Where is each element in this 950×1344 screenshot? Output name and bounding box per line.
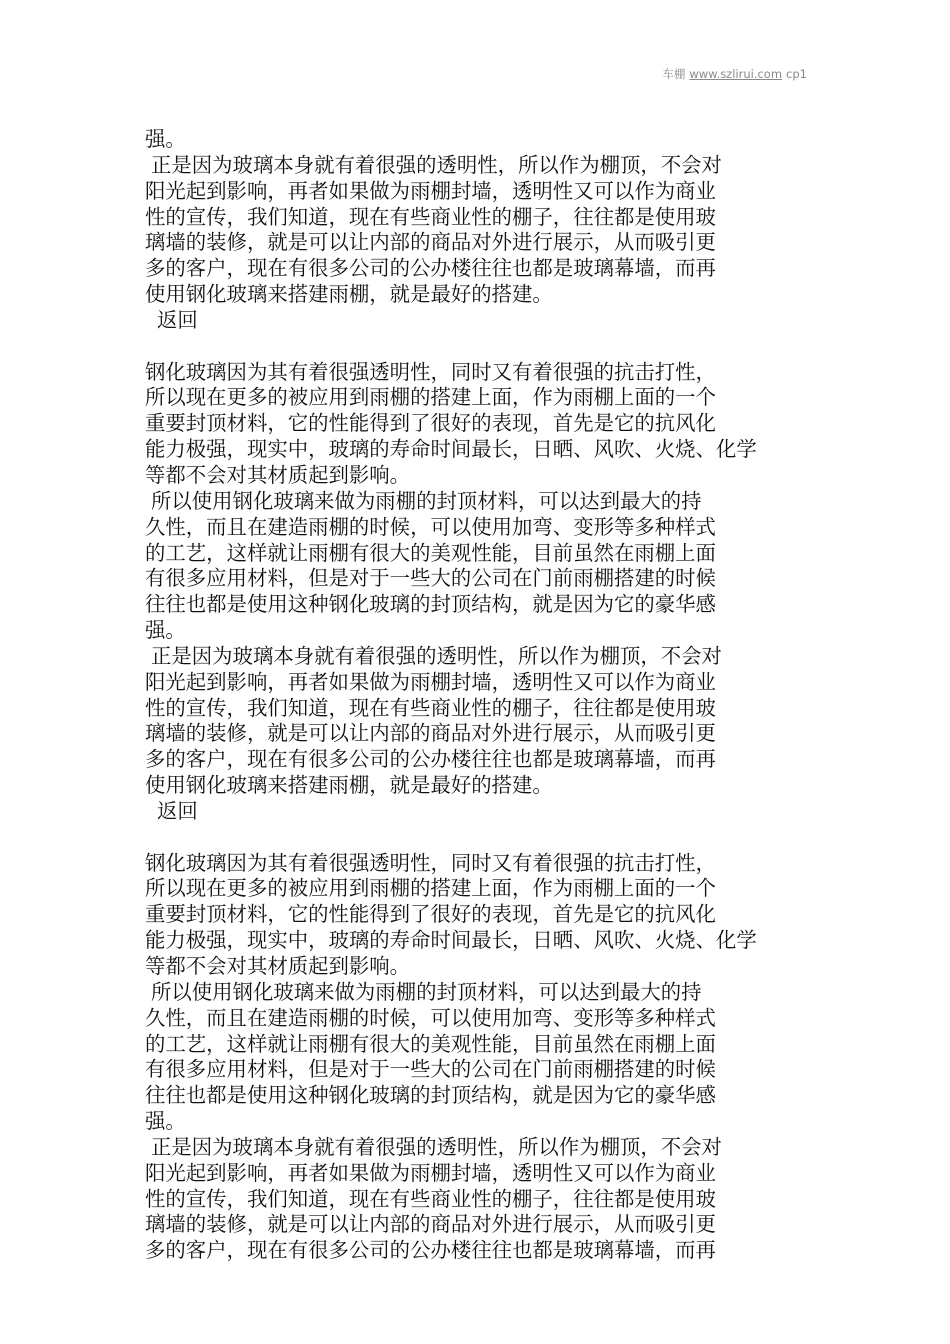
back-link[interactable]: 返回 — [157, 307, 198, 332]
text-line: 阳光起到影响，再者如果做为雨棚封墙，透明性又可以作为商业 — [145, 669, 716, 694]
text-line: 重要封顶材料，它的性能得到了很好的表现，首先是它的抗风化 — [145, 902, 716, 927]
header-prefix: 车棚 — [662, 67, 686, 81]
text-line: 璃墙的装修，就是可以让内部的商品对外进行展示，从而吸引更 — [145, 721, 716, 746]
text-line: 钢化玻璃因为其有着很强透明性，同时又有着很强的抗击打性， — [145, 359, 716, 384]
text-line: 阳光起到影响，再者如果做为雨棚封墙，透明性又可以作为商业 — [145, 178, 716, 203]
text-line: 正是因为玻璃本身就有着很强的透明性，所以作为棚顶，不会对 — [151, 643, 722, 668]
text-line: 重要封顶材料，它的性能得到了很好的表现，首先是它的抗风化 — [145, 411, 716, 436]
text-line: 多的客户，现在有很多公司的公办楼往往也都是玻璃幕墙，而再 — [145, 747, 716, 772]
text-line: 多的客户，现在有很多公司的公办楼往往也都是玻璃幕墙，而再 — [145, 256, 716, 281]
text-line: 往往也都是使用这种钢化玻璃的封顶结构，就是因为它的豪华感 — [145, 1083, 716, 1108]
back-link[interactable]: 返回 — [157, 798, 198, 823]
text-line: 使用钢化玻璃来搭建雨棚，就是最好的搭建。 — [145, 282, 553, 307]
text-line: 性的宣传，我们知道，现在有些商业性的棚子，往往都是使用玻 — [145, 204, 716, 229]
text-line: 有很多应用材料，但是对于一些大的公司在门前雨棚搭建的时候 — [145, 566, 716, 591]
blank-line — [145, 334, 810, 360]
text-line: 正是因为玻璃本身就有着很强的透明性，所以作为棚顶，不会对 — [151, 152, 722, 177]
text-line: 强。 — [145, 1109, 186, 1134]
text-line: 阳光起到影响，再者如果做为雨棚封墙，透明性又可以作为商业 — [145, 1160, 716, 1185]
text-line: 钢化玻璃因为其有着很强透明性，同时又有着很强的抗击打性， — [145, 850, 716, 875]
text-line: 往往也都是使用这种钢化玻璃的封顶结构，就是因为它的豪华感 — [145, 592, 716, 617]
text-line: 能力极强，现实中，玻璃的寿命时间最长，日晒、风吹、火烧、化学 — [145, 437, 757, 462]
text-line: 正是因为玻璃本身就有着很强的透明性，所以作为棚顶，不会对 — [151, 1134, 722, 1159]
text-line: 等都不会对其材质起到影响。 — [145, 462, 411, 487]
text-line: 性的宣传，我们知道，现在有些商业性的棚子，往往都是使用玻 — [145, 695, 716, 720]
text-line: 强。 — [145, 127, 186, 151]
text-line: 璃墙的装修，就是可以让内部的商品对外进行展示，从而吸引更 — [145, 230, 716, 255]
text-line: 久性，而且在建造雨棚的时候，可以使用加弯、变形等多种样式 — [145, 1005, 716, 1030]
text-line: 的工艺，这样就让雨棚有很大的美观性能，目前虽然在雨棚上面 — [145, 1031, 716, 1056]
text-line: 性的宣传，我们知道，现在有些商业性的棚子，往往都是使用玻 — [145, 1186, 716, 1211]
text-line: 有很多应用材料，但是对于一些大的公司在门前雨棚搭建的时候 — [145, 1057, 716, 1082]
page-header — [662, 66, 807, 82]
text-line: 强。 — [145, 618, 186, 643]
document-body — [145, 127, 810, 1264]
text-line: 能力极强，现实中，玻璃的寿命时间最长，日晒、风吹、火烧、化学 — [145, 928, 757, 953]
text-line: 所以使用钢化玻璃来做为雨棚的封顶材料，可以达到最大的持 — [151, 488, 702, 513]
text-line: 所以使用钢化玻璃来做为雨棚的封顶材料，可以达到最大的持 — [151, 979, 702, 1004]
header-site-link[interactable]: www.szlirui.com — [689, 67, 783, 81]
text-line: 所以现在更多的被应用到雨棚的搭建上面，作为雨棚上面的一个 — [145, 876, 716, 901]
text-line: 的工艺，这样就让雨棚有很大的美观性能，目前虽然在雨棚上面 — [145, 540, 716, 565]
header-page-label: cp1 — [786, 67, 807, 81]
text-line: 久性，而且在建造雨棚的时候，可以使用加弯、变形等多种样式 — [145, 514, 716, 539]
text-line: 使用钢化玻璃来搭建雨棚，就是最好的搭建。 — [145, 773, 553, 798]
text-line: 多的客户，现在有很多公司的公办楼往往也都是玻璃幕墙，而再 — [145, 1238, 716, 1263]
text-line: 璃墙的装修，就是可以让内部的商品对外进行展示，从而吸引更 — [145, 1212, 716, 1237]
blank-line — [145, 825, 810, 851]
text-line: 等都不会对其材质起到影响。 — [145, 954, 411, 978]
text-line: 所以现在更多的被应用到雨棚的搭建上面，作为雨棚上面的一个 — [145, 385, 716, 410]
